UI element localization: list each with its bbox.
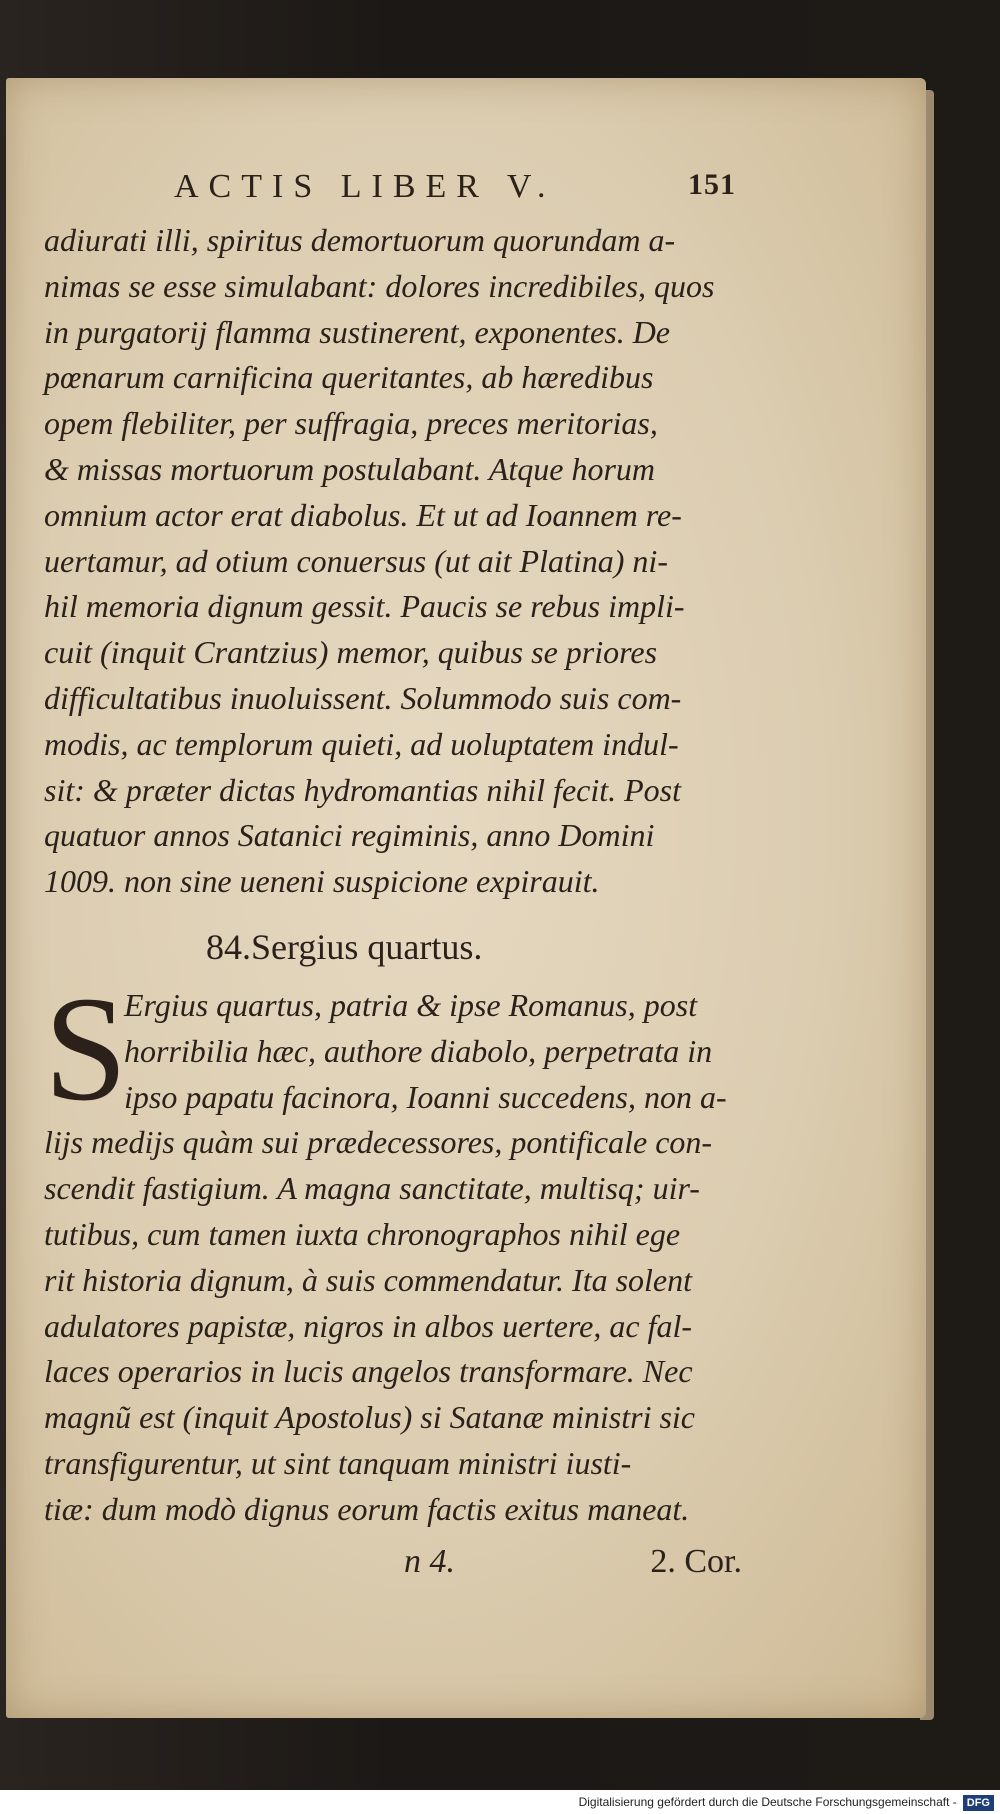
drop-cap: S [44,965,128,1132]
text-line: horribilia hæc, authore diabolo, perpetrata in [124,1032,713,1069]
page-footer [44,1539,742,1589]
catchword: 2. Cor. [650,1542,742,1580]
text-block [44,158,742,1589]
dfg-logo: DFG [963,1795,994,1811]
text-line: uertamur, ad otium conuersus (ut ait Platina) ni- [44,542,668,579]
text-line: ipso papatu facinora, Ioanni succedens, non a- [124,1078,727,1115]
text-line: rit historia dignum, à suis commendatur. Ita solent [44,1261,693,1298]
text-line: pœnarum carnificina queritantes, ab hæredibus [44,359,654,396]
text-line: 1009. non sine ueneni suspicione expirauit. [44,863,600,900]
text-line: magnũ est (inquit Apostolus) si Satanæ ministri sic [44,1399,695,1436]
paragraph-2 [44,965,727,1533]
text-line: in purgatorij flamma sustinerent, exponentes. De [44,313,670,350]
text-line: quatuor annos Satanici regiminis, anno Domini [44,817,655,854]
running-head-title: ACTIS LIBER V. [174,168,556,205]
section-heading: 84.Sergius quartus. [206,926,483,967]
text-line: tutibus, cum tamen iuxta chronographos nihil ege [44,1215,681,1252]
text-line: omnium actor erat diabolus. Et ut ad Ioannem re- [44,496,682,533]
signature-mark: n 4. [404,1542,455,1580]
text-line: scendit fastigium. A magna sanctitate, multisq; uir- [44,1170,700,1207]
text-line: Ergius quartus, patria & ipse Romanus, post [124,986,698,1023]
text-line: difficultatibus inuoluissent. Solummodo suis com- [44,679,682,716]
text-line: modis, ac templorum quieti, ad uoluptatem indul- [44,725,679,762]
text-line: sit: & præter dictas hydromantias nihil fecit. Post [44,771,682,808]
text-line: adulatores papistæ, nigros in albos uertere, ac fal- [44,1307,692,1344]
digitization-credit [0,1790,1000,1814]
credit-text: Digitalisierung gefördert durch die Deutsche Forschungsgemeinschaft - [578,1795,957,1809]
text-line: hil memoria dignum gessit. Paucis se rebus impli- [44,588,685,625]
text-line: adiurati illi, spiritus demortuorum quorundam a- [44,222,676,258]
text-line: tiæ: dum modò dignus eorum factis exitus maneat. [44,1490,690,1527]
text-line: lijs medijs quàm sui prædecessores, pontificale con- [44,1124,713,1161]
text-line: cuit (inquit Crantzius) memor, quibus se priores [44,634,658,671]
text-line: transfigurentur, ut sint tanquam ministri iusti- [44,1444,632,1481]
running-head [44,158,736,218]
text-line: laces operarios in lucis angelos transformare. Nec [44,1353,693,1390]
text-line: nimas se esse simulabant: dolores incredibiles, quos [44,267,715,304]
book-page [6,78,926,1718]
page-number: 151 [688,168,736,201]
text-line: & missas mortuorum postulabant. Atque horum [44,450,656,487]
text-line: opem flebiliter, per suffragia, preces meritorias, [44,405,658,442]
paragraph-1 [44,218,724,905]
